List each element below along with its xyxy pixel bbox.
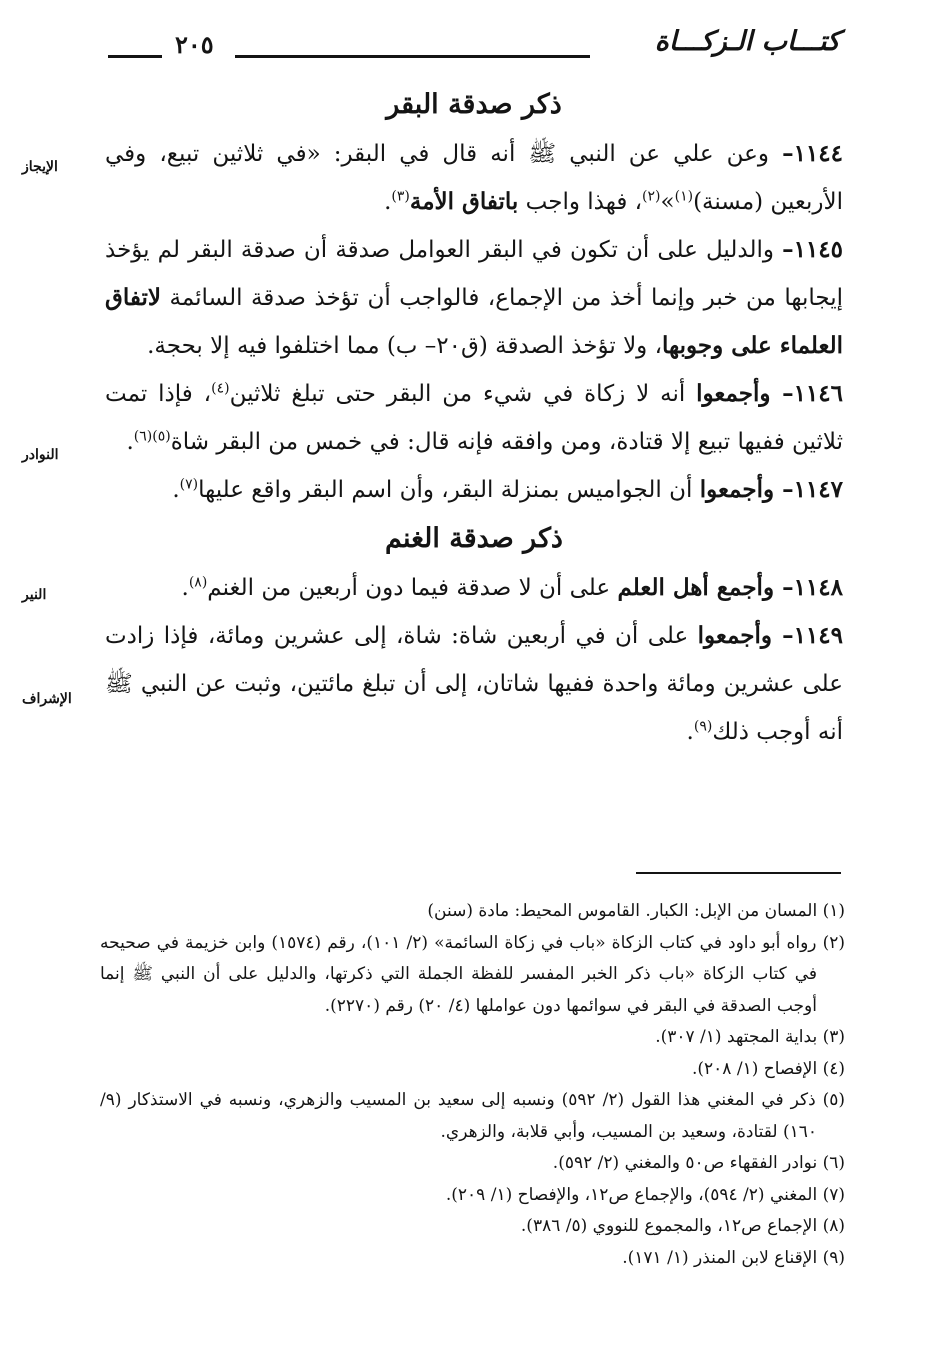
footnote-ref: (٢): [642, 188, 661, 205]
margin-note-ijaz: الإيجاز: [22, 159, 58, 175]
paragraph-text: وعن علي عن النبي ﷺ أنه قال في البقر: «في ثلاثين تبيع، وفي الأربعين (مسنة): [105, 141, 843, 215]
footnote-6: (٦) نوادر الفقهاء ص٥٠ والمغني (٢/ ٥٩٢).: [552, 1153, 845, 1173]
footnote-3: (٣) بداية المجتهد (١/ ٣٠٧).: [655, 1027, 845, 1047]
margin-note-nayyir: النير: [22, 587, 47, 603]
paragraph-text: ، فهذا واجب: [518, 189, 643, 215]
paragraph-1144: [105, 130, 843, 226]
footnote-ref: (٥)(٦): [133, 428, 171, 445]
footnote-ref: (١): [674, 188, 694, 205]
paragraph-1148: [105, 564, 843, 612]
header-rule: [235, 55, 590, 58]
footnote-ref: (٩): [693, 718, 713, 735]
paragraph-1146: [105, 370, 843, 466]
bold-phrase: وأجمعوا: [699, 476, 783, 503]
paragraph-text: ، ولا تؤخذ الصدقة (ق٢٠– ب) مما اختلفوا فيه إلا بحجة.: [147, 333, 663, 359]
footnotes: [100, 896, 845, 1274]
footnote-2: (٢) رواه أبو داود في كتاب الزكاة «باب في زكاة السائمة» (٢/ ١٠١)، رقم (١٥٧٤) وابن خزيمة في صحيحه في كتاب الزكاة «باب ذكر الخبر المفسر للفظة الجملة التي ذكرتها، والدليل على أن النبي ﷺ إنما أوجب الصدقة في البقر في سوائمها دون عواملها (٤/ ٢٠) رقم (٢٢٧٠).: [100, 932, 845, 1016]
paragraph-text: .: [181, 575, 189, 601]
paragraph-number: ١١٤٥–: [782, 236, 843, 263]
paragraph-1149: [105, 612, 843, 756]
main-text: [105, 80, 843, 756]
page-number: ٢٠٥: [175, 30, 214, 59]
footnote-7: (٧) المغني (٢/ ٥٩٤)، والإجماع ص١٢، والإفصاح (١/ ٢٠٩).: [445, 1184, 845, 1205]
running-header: [100, 22, 840, 72]
footnote-ref: (٧): [179, 476, 199, 493]
paragraph-1145: [105, 226, 843, 370]
paragraph-text: .: [172, 477, 180, 503]
footnote-ref: (٣): [391, 188, 410, 205]
paragraph-number: ١١٤٨–: [782, 574, 843, 601]
footnote-separator: [636, 872, 841, 874]
footnote-8: (٨) الإجماع ص١٢، والمجموع للنووي (٥/ ٣٨٦).: [520, 1216, 845, 1236]
margin-note-nawadir: النوادر: [22, 447, 59, 463]
bold-phrase: وأجمع أهل العلم: [617, 574, 783, 601]
paragraph-text: أنه لا زكاة في شيء من البقر حتى تبلغ ثلاثين: [229, 381, 697, 407]
paragraph-1147: [105, 466, 843, 514]
bold-phrase: وأجمعوا: [697, 622, 783, 649]
bold-phrase: وأجمعوا: [696, 380, 783, 407]
paragraph-number: ١١٤٤–: [782, 140, 843, 167]
section-title-cattle: ذكر صدقة البقر: [386, 89, 562, 120]
section-title-sheep: ذكر صدقة الغنم: [385, 523, 563, 554]
paragraph-text: على أن لا صدقة فيما دون أربعين من الغنم: [207, 575, 618, 601]
paragraph-text: .: [686, 719, 694, 745]
book-title: كتـــاب الـزكـــاة: [654, 26, 840, 57]
bold-phrase: لاتفاق العلماء على وجوبها: [105, 284, 843, 359]
paragraph-text: ، فإذا تمت ثلاثين ففيها تبيع إلا قتادة، ومن وافقه فإنه قال: في خمس من البقر شاة: [105, 381, 843, 455]
footnote-5: (٥) ذكر في المغني هذا القول (٢/ ٥٩٢) ونسبه إلى سعيد بن المسيب والزهري، ونسبه في الاستذكار (٩/ ١٦٠) لقتادة، وسعيد بن المسيب، وأبي قلابة، والزهري.: [100, 1090, 845, 1142]
footnote-1: (١) المسان من الإبل: الكبار. القاموس المحيط: مادة (سنن): [427, 901, 845, 921]
header-rule-short: [108, 55, 162, 58]
paragraph-text: .: [126, 429, 134, 455]
paragraph-text: .: [384, 189, 392, 215]
paragraph-number: ١١٤٦–: [782, 380, 843, 407]
bold-phrase: باتفاق الأمة: [409, 188, 519, 215]
footnote-9: (٩) الإقناع لابن المنذر (١/ ١٧١).: [622, 1247, 845, 1268]
paragraph-text: أن الجواميس بمنزلة البقر، وأن اسم البقر واقع عليها: [198, 477, 700, 503]
paragraph-text: »: [660, 189, 675, 215]
margin-note-ishraf: الإشراف: [22, 691, 72, 707]
footnote-ref: (٤): [211, 380, 230, 397]
paragraph-number: ١١٤٧–: [782, 476, 843, 503]
footnote-ref: (٨): [188, 574, 208, 591]
paragraph-text: والدليل على أن تكون في البقر العوامل صدقة أن صدقة البقر لم يؤخذ إيجابها من خبر وإنما أخذ من الإجماع، فالواجب أن تؤخذ صدقة السائمة: [105, 237, 843, 311]
paragraph-text: على أن في أربعين شاة: شاة، إلى عشرين ومائة، فإذا زادت على عشرين ومائة واحدة ففيها شاتان، إلى أن تبلغ مائتين، وثبت عن النبي ﷺ أنه أوجب ذلك: [105, 623, 843, 745]
footnote-4: (٤) الإفصاح (١/ ٢٠٨).: [691, 1058, 845, 1079]
paragraph-number: ١١٤٩–: [782, 622, 843, 649]
